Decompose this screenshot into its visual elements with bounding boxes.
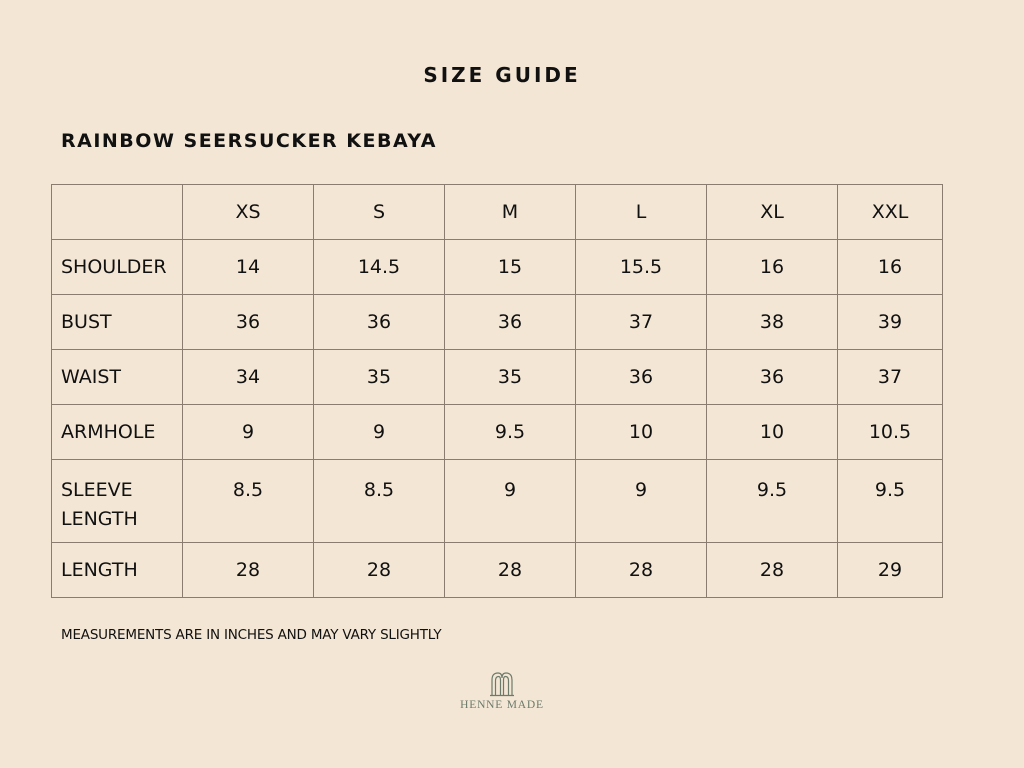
measurement-label: WAIST xyxy=(52,350,183,405)
measurement-value: 10 xyxy=(707,405,838,460)
brand-name: HENNE MADE xyxy=(460,699,544,711)
product-name: RAINBOW SEERSUCKER KEBAYA xyxy=(61,130,438,152)
measurement-label: BUST xyxy=(52,295,183,350)
measurement-value: 8.5 xyxy=(314,460,445,543)
measurement-value: 8.5 xyxy=(183,460,314,543)
measurement-value: 9.5 xyxy=(445,405,576,460)
page-title: SIZE GUIDE xyxy=(423,63,581,87)
table-row xyxy=(52,350,943,405)
measurement-value: 36 xyxy=(707,350,838,405)
size-header-cell: XL xyxy=(707,185,838,240)
brand-logo xyxy=(452,671,552,711)
table-row xyxy=(52,240,943,295)
measurement-value: 15 xyxy=(445,240,576,295)
table-corner-cell xyxy=(52,185,183,240)
measurement-value: 28 xyxy=(314,543,445,598)
size-header-cell: M xyxy=(445,185,576,240)
measurement-value: 16 xyxy=(838,240,943,295)
measurement-value: 16 xyxy=(707,240,838,295)
measurement-value: 9.5 xyxy=(707,460,838,543)
arch-monogram-icon xyxy=(489,671,515,697)
measurement-label: ARMHOLE xyxy=(52,405,183,460)
table-row xyxy=(52,405,943,460)
table-header-row xyxy=(52,185,943,240)
measurement-value: 37 xyxy=(838,350,943,405)
measurement-label: SLEEVE LENGTH xyxy=(52,460,183,543)
measurement-value: 10 xyxy=(576,405,707,460)
measurement-value: 9 xyxy=(576,460,707,543)
measurement-value: 38 xyxy=(707,295,838,350)
measurement-value: 14.5 xyxy=(314,240,445,295)
measurement-value: 36 xyxy=(314,295,445,350)
measurement-value: 15.5 xyxy=(576,240,707,295)
size-header-cell: XS xyxy=(183,185,314,240)
table-row xyxy=(52,460,943,543)
measurement-value: 28 xyxy=(445,543,576,598)
measurement-value: 10.5 xyxy=(838,405,943,460)
table-row xyxy=(52,543,943,598)
measurement-label: SHOULDER xyxy=(52,240,183,295)
measurement-value: 35 xyxy=(314,350,445,405)
measurement-value: 9.5 xyxy=(838,460,943,543)
measurement-value: 36 xyxy=(445,295,576,350)
measurement-value: 29 xyxy=(838,543,943,598)
measurement-value: 35 xyxy=(445,350,576,405)
measurement-value: 9 xyxy=(445,460,576,543)
measurement-label: LENGTH xyxy=(52,543,183,598)
measurement-value: 37 xyxy=(576,295,707,350)
size-header-cell: XXL xyxy=(838,185,943,240)
measurement-value: 36 xyxy=(576,350,707,405)
measurement-value: 39 xyxy=(838,295,943,350)
size-header-cell: S xyxy=(314,185,445,240)
measurement-value: 14 xyxy=(183,240,314,295)
measurement-value: 28 xyxy=(707,543,838,598)
size-table xyxy=(51,184,943,598)
measurement-value: 34 xyxy=(183,350,314,405)
measurement-value: 28 xyxy=(183,543,314,598)
measurement-value: 9 xyxy=(314,405,445,460)
table-row xyxy=(52,295,943,350)
size-header-cell: L xyxy=(576,185,707,240)
measurement-value: 36 xyxy=(183,295,314,350)
measurement-note: MEASUREMENTS ARE IN INCHES AND MAY VARY SLIGHTLY xyxy=(61,627,442,643)
measurement-value: 9 xyxy=(183,405,314,460)
measurement-value: 28 xyxy=(576,543,707,598)
